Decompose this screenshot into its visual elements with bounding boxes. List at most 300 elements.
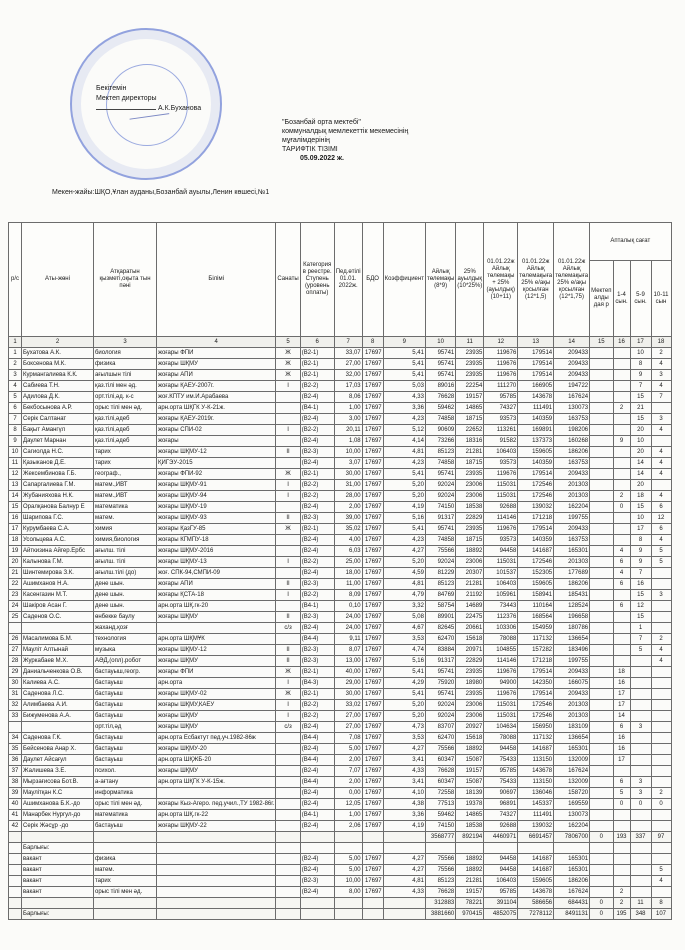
table-row-cell: 18892 [456,744,484,755]
barlygy-cell [613,843,630,854]
barlygy-cell [554,843,590,854]
tariff-sheet [8,222,685,950]
table-row-cell: 17697 [362,568,383,579]
table-row-cell: 141687 [518,546,554,557]
table-row-cell: бастауыш [94,744,157,755]
table-row-cell: 119676 [484,348,518,359]
table-row-cell: жоғары ШҚМУ-13 [157,557,276,568]
table-row-cell [651,480,671,491]
table-row-cell: 73443 [484,601,518,612]
table-row-cell: 112376 [484,612,518,623]
table-row-cell: Манарбек Нургул-до [22,810,94,821]
table-row-cell: 93573 [484,535,518,546]
table-row-cell: 20927 [456,722,484,733]
table-row-cell: 17697 [362,700,383,711]
table-row-cell: 13,00 [334,656,362,667]
table-row-cell: 22829 [456,513,484,524]
table-row-cell: 91317 [425,513,455,524]
table-row-cell: 186206 [554,447,590,458]
table-body [9,337,672,920]
table-row-cell [630,744,651,755]
table-row-cell: 23 [9,590,22,601]
table-row-cell: 17697 [362,667,383,678]
table-row-cell: І [276,678,300,689]
col-sum1: 01.01.22ж Айлық төлемақы + 25%(ауылдық) (10+11) [484,223,518,337]
table-row-cell: 10 [630,436,651,447]
table-row-cell: 2,00 [334,502,362,513]
vacant-row-cell [276,854,300,865]
vacant-row-cell [157,865,276,876]
table-row-cell: (В2-4) [300,722,334,733]
table-row-cell: 110164 [518,601,554,612]
table-row-cell: (В2-3) [300,612,334,623]
table-row-cell: 95741 [425,370,455,381]
table-row-cell [613,359,630,370]
vacant-row-cell: 8,00 [334,887,362,898]
vacant-subtotal-row-cell: 312883 [425,898,455,909]
subtotal-row-cell [276,832,300,843]
table-row-cell: ІІ [276,447,300,458]
table-row-cell: 15618 [456,733,484,744]
table-row-cell: 10,00 [334,447,362,458]
table-row-cell: (В2-2) [300,557,334,568]
vacant-subtotal-row-cell: 2 [613,898,630,909]
table-row-cell: жоғары ШҚМУ-20 [157,744,276,755]
vacant-row-cell: 75566 [425,854,455,865]
table-row-cell: 1,00 [334,810,362,821]
table-row-cell: Жексембинова Г.Б. [22,469,94,480]
vacant-row-cell: вакант [22,854,94,865]
table-row-cell [276,568,300,579]
table-row-cell: 94458 [484,546,518,557]
table-row-cell: 10 [630,513,651,524]
table-row-cell: 159605 [518,579,554,590]
table-row-cell: 75433 [484,777,518,788]
subtotal-row-cell: 7806700 [554,832,590,843]
table-row-cell: 163753 [554,535,590,546]
table-row-cell: с/з [276,722,300,733]
table-row-cell: 17697 [362,458,383,469]
vacant-row-cell [613,876,630,887]
grand-total-row-cell: 7278112 [518,909,554,920]
table-row-cell: 20 [9,557,22,568]
table-row-cell: тарих [94,447,157,458]
table-row-cell: 19 [9,546,22,557]
table-row-cell: 143678 [518,766,554,777]
table-row-cell: арн.орта ШҚГК У-К-21ж. [157,403,276,414]
table-row-cell: Калиева А.С. [22,678,94,689]
table-row-cell [613,381,630,392]
table-row-cell: Серік Жәсұр -до [22,821,94,832]
subtotal-row-cell: 4460971 [484,832,518,843]
table-row-cell: Журкабаев М.Х. [22,656,94,667]
vacant-subtotal-row-cell: 8 [651,898,671,909]
table-row-cell: 3,00 [334,414,362,425]
table-row-cell: 96891 [484,799,518,810]
table-row-cell: 209433 [554,370,590,381]
grand-total-row-cell [300,909,334,920]
vacant-subtotal-row [9,898,672,909]
table-row-cell: Ашимханова Б.К.-до [22,799,94,810]
table-row-cell: 130073 [554,403,590,414]
table-row-cell: (В2-4) [300,392,334,403]
table-row-cell [613,458,630,469]
table-row-cell: 10 [630,348,651,359]
table-row-cell: 21192 [456,590,484,601]
table-row-cell: Адилова Д.К. [22,392,94,403]
table-row-cell: (В2-4) [300,502,334,513]
table-row-cell [590,711,613,722]
table-row-cell: 85123 [425,579,455,590]
table-row-cell: 17697 [362,469,383,480]
vacant-row-cell [630,887,651,898]
vacant-row-cell: 95785 [484,887,518,898]
table-row-cell: 9 [630,557,651,568]
table-row-cell: 8,06 [334,392,362,403]
table-row-cell: 4,14 [383,436,425,447]
table-row-cell: Саденова Г.К. [22,733,94,744]
table-row-cell: жоғ. СПК-94,СМПИ-09 [157,568,276,579]
table-row-cell: 140359 [518,458,554,469]
table-row-cell: 0 [613,502,630,513]
table-row [9,392,672,403]
table-row-cell: 41 [9,810,22,821]
table-row-cell [651,623,671,634]
subtotal-row-cell [94,832,157,843]
table-row-cell: 16 [613,733,630,744]
subtotal-row [9,832,672,843]
table-row-cell: 163753 [554,458,590,469]
director-name: А.К.Буханова [158,105,202,112]
table-row [9,480,672,491]
table-row-cell: 7,07 [334,766,362,777]
vacant-row-cell: 4 [651,876,671,887]
table-row-cell: (В2-2) [300,480,334,491]
table-row-cell: 21281 [456,579,484,590]
table-row-cell: 4,38 [383,799,425,810]
subtotal-row-cell: 97 [651,832,671,843]
header-line3: мұғалімдерінің [282,137,330,144]
table-row-cell: 2,00 [334,755,362,766]
table-row-cell [276,392,300,403]
barlygy-cell [300,843,334,854]
table-row-cell [590,414,613,425]
table-row-cell: 6 [613,557,630,568]
table-row-cell: ағылш. тілі [94,546,157,557]
table-row-cell: 5,41 [383,524,425,535]
table-row-cell: 15 [630,392,651,403]
table-row-cell: 17 [613,700,630,711]
table-row-cell: 119676 [484,370,518,381]
table-row-cell: матем. [94,513,157,524]
table-row-cell: 159605 [518,447,554,458]
vacant-row-cell: 4,27 [383,865,425,876]
table-row-cell [651,579,671,590]
table-row-cell: Курумбаева С.А. [22,524,94,535]
table-row-cell [276,766,300,777]
table-row-cell: 5,41 [383,370,425,381]
table-row-cell: 17697 [362,535,383,546]
table-row-cell: жоғары ФПИ-92 [157,469,276,480]
table-row-cell: (В2-3) [300,579,334,590]
table-row-cell: 12 [9,469,22,480]
table-row-cell: Боксенова М.К. [22,359,94,370]
table-row-cell: 201303 [554,700,590,711]
table-row-cell: 31,00 [334,480,362,491]
table-row-cell: 199755 [554,513,590,524]
table-row-cell: 145337 [518,799,554,810]
table-row-cell: (В2-4) [300,568,334,579]
table-row-cell [590,755,613,766]
table-row-cell: 18 [630,491,651,502]
table-row-cell: (В2-4) [300,799,334,810]
column-number-row [9,337,672,348]
table-row-cell: 4 [651,458,671,469]
table-row-cell: 17697 [362,656,383,667]
table-row-cell: Алимбаева А.И. [22,700,94,711]
table-row-cell: 158941 [518,590,554,601]
column-number: 5 [276,337,300,348]
table-row-cell [613,623,630,634]
barlygy-cell [276,843,300,854]
table-row-cell: 32 [9,700,22,711]
table-row-cell: жоғары [157,436,276,447]
table-row-cell: 5 [9,392,22,403]
table-row [9,777,672,788]
table-row-cell: 19157 [456,766,484,777]
table-row-cell: ІІ [276,645,300,656]
vacant-subtotal-row-cell [334,898,362,909]
table-row-cell [590,590,613,601]
table-row-cell: 199755 [554,656,590,667]
grand-total-row-cell [9,909,22,920]
table-row-cell: 17 [9,524,22,535]
table-row-cell [590,502,613,513]
table-row-cell: 95741 [425,359,455,370]
table-row-cell: 39 [9,788,22,799]
table-row-cell: 17697 [362,579,383,590]
table-row-cell: 165301 [554,744,590,755]
table-row-cell: жоғары ШҚМУ-91 [157,480,276,491]
table-row-cell: 75920 [425,678,455,689]
table-row-cell: 114146 [484,656,518,667]
vacant-row-cell: 10,00 [334,876,362,887]
table-row-cell: 2 [651,348,671,359]
table-row-cell: 4 [613,568,630,579]
subtotal-row-cell [334,832,362,843]
subtotal-row-cell: 193 [613,832,630,843]
table-row-cell [590,392,613,403]
table-row-cell [22,623,94,634]
table-row-cell: 115031 [484,491,518,502]
table-row-cell: 117132 [518,733,554,744]
table-row-cell [157,623,276,634]
table-row-cell: 143678 [518,392,554,403]
table-row-cell [613,524,630,535]
vacant-row-cell [157,887,276,898]
table-row-cell: 74858 [425,414,455,425]
table-row-cell [613,535,630,546]
col-stazh: Пед.өтілі 01.01. 2022ж. [334,223,362,337]
table-row-cell: 160268 [554,436,590,447]
table-row [9,414,672,425]
table-row-cell: (В2-2) [300,711,334,722]
table-row-cell: 3,36 [383,810,425,821]
table-row-cell [590,821,613,832]
table-row-cell: 23935 [456,469,484,480]
table-row-cell [630,711,651,722]
table-row-cell: 17697 [362,447,383,458]
table-row-cell: 139032 [518,502,554,513]
subtotal-row-cell [362,832,383,843]
table-row-cell [590,491,613,502]
table-row-cell: 113261 [484,425,518,436]
table-row-cell [590,436,613,447]
table-row-cell [590,700,613,711]
vacant-subtotal-row-cell: 684431 [554,898,590,909]
table-row-cell: Саденова Л.С. [22,689,94,700]
table-row-cell: 113150 [518,777,554,788]
table-row-cell: 167624 [554,392,590,403]
table-row-cell: 1,00 [334,403,362,414]
barlygy-row [9,843,672,854]
table-row-cell: 25 [9,612,22,623]
vacant-row-cell: физика [94,854,157,865]
table-row-cell: 6 [613,579,630,590]
table-row-cell [630,667,651,678]
table-row [9,810,672,821]
table-row-cell [630,755,651,766]
table-row-cell: 3 [651,414,671,425]
table-row-cell: 83707 [425,722,455,733]
table-row [9,722,672,733]
table-row-cell: 25,00 [334,557,362,568]
table-row-cell [651,612,671,623]
table-row-cell [276,601,300,612]
table-row-cell: 17697 [362,799,383,810]
subtotal-row-cell [9,832,22,843]
table-row-cell [590,370,613,381]
table-row-cell: 0 [651,799,671,810]
table-row-cell: 3,07 [334,458,362,469]
vacant-row-cell: 4,27 [383,854,425,865]
table-row-cell: 18316 [456,436,484,447]
vacant-subtotal-row-cell: 0 [590,898,613,909]
table-row-cell: 22652 [456,425,484,436]
table-row-cell: 158720 [554,788,590,799]
table-row-cell: 15087 [456,755,484,766]
table-row-cell: 201303 [554,480,590,491]
table-row-cell: (В2-3) [300,447,334,458]
table-row-cell: (В4-4) [300,755,334,766]
table-row-cell: 130073 [554,810,590,821]
table-row-cell: 89901 [425,612,455,623]
table-row-cell: 4,27 [383,546,425,557]
table-row-cell: (В2-1) [300,689,334,700]
table-row-cell: жоғары СПИ-02 [157,425,276,436]
table-head [9,223,672,337]
table-row-cell: географ., [94,469,157,480]
subtotal-row-cell [22,832,94,843]
table-row-cell: 17697 [362,590,383,601]
table-row-cell: 17 [630,524,651,535]
table-row-cell: 17697 [362,359,383,370]
vacant-subtotal-row-cell [383,898,425,909]
table-row-cell: жоғары ҚАЕУ-2019г. [157,414,276,425]
table-row-cell [276,458,300,469]
table-row-cell [276,535,300,546]
table-row-cell: 9 [613,436,630,447]
table-row-cell: 22829 [456,656,484,667]
table-row-cell: 62470 [425,733,455,744]
table-row-cell: 0,10 [334,601,362,612]
barlygy-cell [94,843,157,854]
table-row-cell: 162204 [554,502,590,513]
table-row-cell: (В2-4) [300,821,334,832]
column-number: 4 [157,337,276,348]
table-row [9,469,672,480]
table-row-cell [630,678,651,689]
vacant-row [9,865,672,876]
table-row-cell: 24,00 [334,612,362,623]
table-row-cell: 5,12 [383,425,425,436]
table-row-cell: матем.,ИВТ [94,491,157,502]
subtotal-row-cell [157,832,276,843]
col-hours-5-9: 5-9 сын. [630,261,651,337]
table-row-cell: қаз.тілі,әдеб [94,414,157,425]
table-row-cell: өнбекке баулу [94,612,157,623]
barlygy-cell [518,843,554,854]
table-row-cell: 59462 [425,403,455,414]
table-row [9,403,672,414]
table-row-cell: 12 [630,601,651,612]
table-row-cell: 103306 [484,623,518,634]
table-row-cell: 20,11 [334,425,362,436]
table-row-cell: музыка [94,645,157,656]
table-row-cell: 172546 [518,700,554,711]
table-row-cell: 17697 [362,788,383,799]
vacant-row-cell: 4,33 [383,887,425,898]
table-row [9,744,672,755]
table-row-cell: 33,02 [334,700,362,711]
table-row-cell: 23935 [456,370,484,381]
table-row-cell: ағылш.тілі (до) [94,568,157,579]
table-row [9,623,672,634]
table-row-cell: 154959 [518,623,554,634]
table-row-cell: бастауыш [94,733,157,744]
table-row-cell: І [276,491,300,502]
table-row-cell: 18715 [456,414,484,425]
table-row-cell: жаханд.қозғ [94,623,157,634]
table-row-cell: ІІ [276,579,300,590]
table-row-cell: (В4-4) [300,777,334,788]
table-row-cell: 17697 [362,645,383,656]
table-row-cell [590,381,613,392]
table-row-cell [590,403,613,414]
table-row-cell: 136046 [518,788,554,799]
table-row-cell: жоғары КГМПУ-18 [157,535,276,546]
table-row-cell: 4,00 [334,535,362,546]
table-row-cell: 62470 [425,634,455,645]
table-row-cell: 27 [9,645,22,656]
table-row-cell: 17697 [362,425,383,436]
table-row [9,755,672,766]
vacant-row-cell: 76628 [425,887,455,898]
table-row-cell [590,480,613,491]
table-row-cell: 15 [630,590,651,601]
table-row-cell [630,689,651,700]
table-row-cell: орт.тілі,әд. к-с [94,392,157,403]
